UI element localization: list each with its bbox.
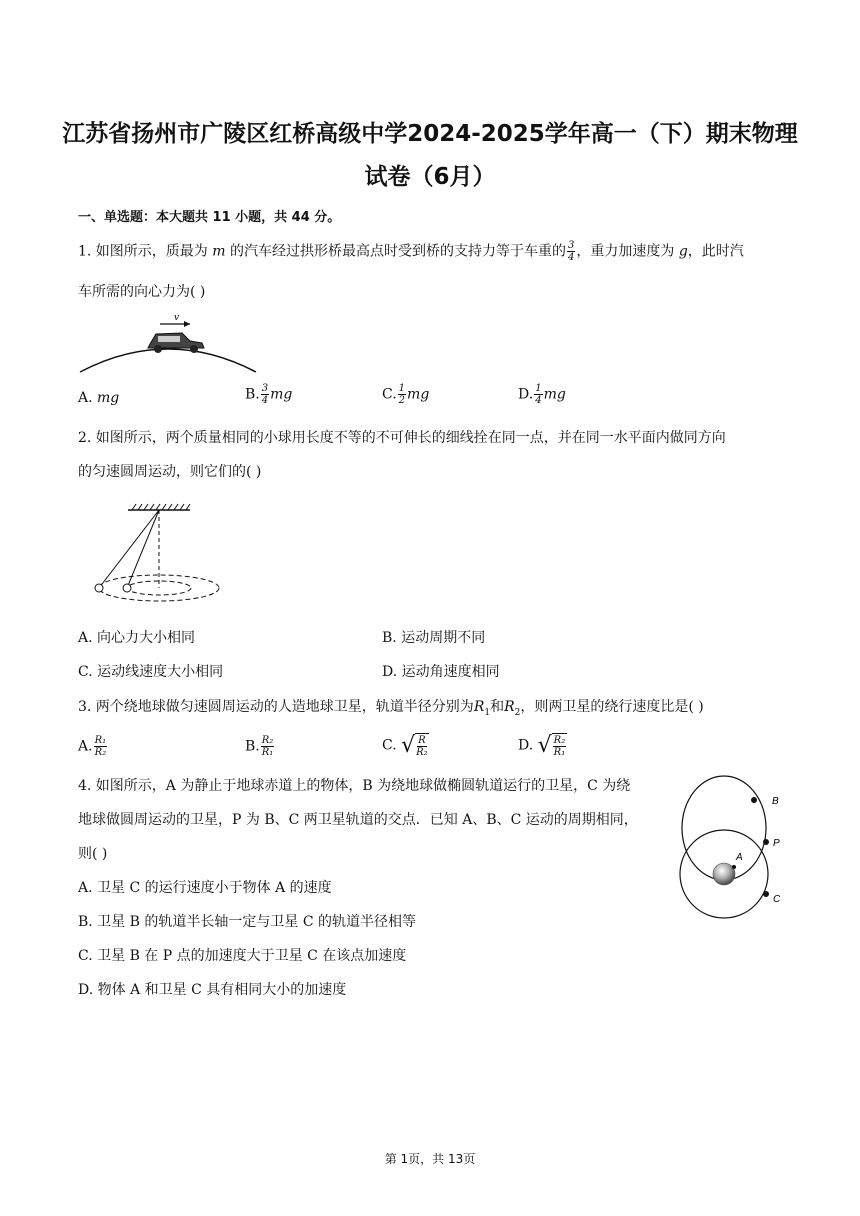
q2-pendulum-figure [80,500,230,610]
velocity-label: v [174,313,180,323]
q3-d-label: D. [518,737,534,754]
q4-line1: 4. 如图所示，A 为静止于地球赤道上的物体，B 为绕地球做椭圆轨道运行的卫星，C 为绕 [78,778,631,794]
label-a: A [736,852,743,863]
q3-b-num: R₂ [261,735,274,746]
q1-option-b [245,383,292,406]
q3-d-fraction [553,735,567,758]
section-header: 一、单选题：本大题共 11 小题，共 44 分。 [78,210,341,225]
q3-b-label: B. [245,738,260,755]
q1-a-label: A. [78,390,93,406]
q4-option-b: B. 卫星 B 的轨道半长轴一定与卫星 C 的轨道半径相等 [78,914,416,930]
page-title-line1: 江苏省扬州市广陵区红桥高级中学2024-2025学年高一（下）期末物理 [62,121,798,147]
label-p: P [773,838,780,849]
q3-d-num: R₂ [553,735,566,746]
q3-a-fraction [94,735,108,758]
q3-text-a: 3. 两个绕地球做匀速圆周运动的人造地球卫星，轨道半径分别为 [78,699,474,715]
q1-b-fraction [261,383,269,406]
q3-option-d [518,733,567,758]
q1-b-num: 3 [261,383,269,394]
q1-b-den: 4 [261,395,269,406]
point-a [732,865,736,869]
q1-a-value: mg [97,390,120,406]
q4-line2: 地球做圆周运动的卫星，P 为 B、C 两卫星轨道的交点．已知 A、B、C 运动的周期相同， [78,812,638,828]
q3-option-a [78,735,108,758]
q3-r2-sub: 2 [514,707,521,718]
q3-r1-sub: 1 [484,707,491,718]
car-icon [148,333,204,353]
q1-c-den: 2 [398,395,406,406]
q3-a-num: R₁ [94,735,107,746]
q2-option-d: D. 运动角速度相同 [382,664,500,680]
q1-var-g: g [678,243,688,260]
q1-c-label: C. [382,386,397,403]
q1-bridge-figure [78,306,258,376]
page-footer: 第 1页，共 13页 [384,1152,476,1166]
q1-option-c [382,383,429,406]
q3-c-den: R₂ [416,747,428,758]
q2-option-b: B. 运动周期不同 [382,630,486,646]
q4-option-d: D. 物体 A 和卫星 C 具有相同大小的加速度 [78,982,347,998]
q1-c-num: 1 [398,383,406,394]
q1-frac-num: 3 [568,240,575,251]
label-c: C [773,894,781,905]
q1-var-m: m [212,243,226,260]
q1-line1 [78,240,744,263]
q1-b-label: B. [245,386,260,403]
q1-c-fraction [398,383,406,406]
q3-d-den: R₁ [553,747,566,758]
q3-d-sqrt: √ $\frac{\text{R₂}}{\text{R₁}}$ [537,732,566,758]
q4-orbit-figure [670,770,790,922]
q4-line3: 则( ) [78,846,108,862]
q3-c-label: C. [382,737,397,754]
q1-b-value: mg [270,386,293,403]
q2-line1: 2. 如图所示，两个质量相同的小球用长度不等的不可伸长的细线拴在同一点，并在同一水平面内做同方向 [78,430,726,446]
q1-line2: 车所需的向心力为( ) [78,284,206,300]
q3-b-den: R₁ [261,747,274,758]
q4-option-a: A. 卫星 C 的运行速度小于物体 A 的速度 [78,880,332,896]
q3-stem [78,697,704,723]
q3-b-fraction [261,735,275,758]
q1-d-value: mg [543,386,566,403]
q3-c-fraction [416,735,428,758]
ball-1 [95,584,103,592]
label-b: B [772,796,779,807]
q3-a-label: A. [78,738,93,755]
q1-option-d [518,383,566,406]
q1-text-b: 的汽车经过拱形桥最高点时受到桥的支持力等于车重的 [230,243,566,260]
page-title-line2: 试卷（6月） [364,164,496,190]
q2-option-c: C. 运动线速度大小相同 [78,664,224,680]
q3-c-num: R [418,735,426,746]
ball-2 [123,584,131,592]
q3-option-c [382,733,429,758]
point-p [763,839,769,845]
q3-option-b [245,735,275,758]
q1-d-den: 4 [535,395,542,406]
q3-a-den: R₂ [94,747,107,758]
q1-d-num: 1 [535,383,542,394]
satellite-b [751,797,757,803]
q4-option-c: C. 卫星 B 在 P 点的加速度大于卫星 C 在该点加速度 [78,948,407,964]
bridge-arc [80,349,256,372]
q3-r2: R [504,699,515,715]
q1-d-fraction [534,383,542,406]
q1-text-d: ，此时汽 [687,243,744,260]
q3-text-b: ，则两卫星的绕行速度比是( ) [520,699,704,715]
q1-fraction [567,240,575,263]
q1-d-label: D. [518,386,534,403]
earth-icon [713,863,735,885]
satellite-c [763,891,769,897]
q1-text-c: ，重力加速度为 [576,243,675,260]
q1-option-a [78,388,119,408]
q1-frac-den: 4 [568,252,575,263]
q3-r1: R [473,699,485,715]
q3-and: 和 [490,699,505,715]
q1-c-value: mg [407,386,430,403]
q1-text-a: 1. 如图所示，质最为 [78,243,208,260]
q2-line2: 的匀速圆周运动，则它们的( ) [78,464,262,480]
q2-option-a: A. 向心力大小相同 [78,630,196,646]
q3-c-sqrt: √ $\frac{R}{\text{R₂}}$ [401,732,428,758]
